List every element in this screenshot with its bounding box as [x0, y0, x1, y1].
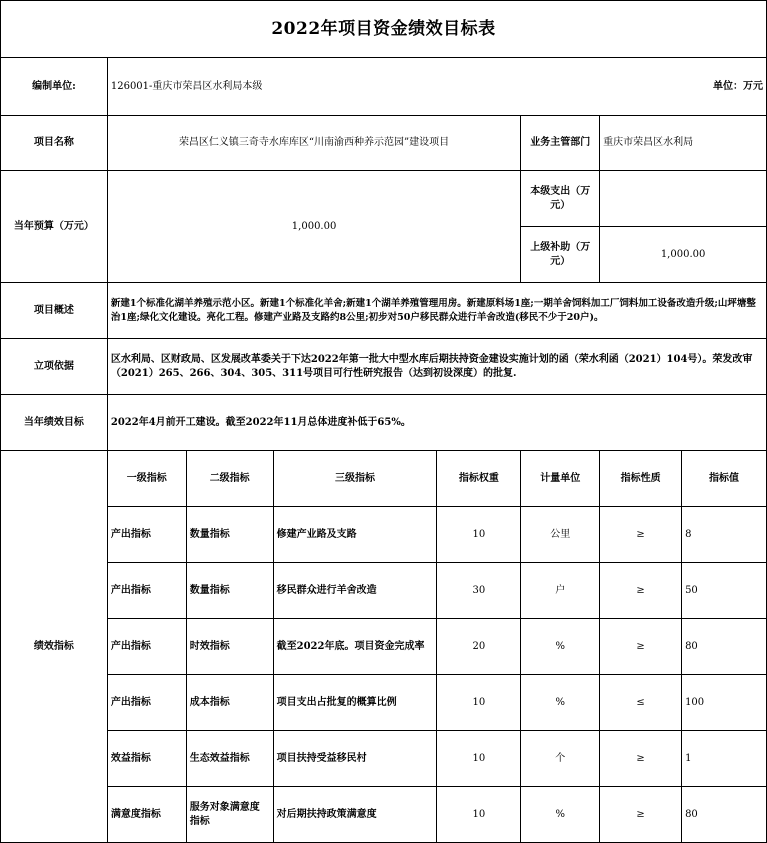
indicator-level3: 对后期扶持政策满意度: [273, 787, 437, 843]
indicator-weight: 20: [437, 619, 521, 675]
header-value: 指标值: [682, 451, 767, 507]
indicator-level3: 截至2022年底。项目资金完成率: [273, 619, 437, 675]
header-level1: 一级指标: [107, 451, 186, 507]
indicator-nature: ≥: [600, 619, 682, 675]
indicator-level2: 时效指标: [186, 619, 273, 675]
indicator-row: [1, 787, 767, 843]
org-value: 126001-重庆市荣昌区水利局本级: [107, 58, 599, 116]
project-name-label: 项目名称: [1, 116, 108, 171]
upper-subsidy-value: 1,000.00: [600, 227, 767, 283]
indicator-level3: 项目支出占批复的概算比例: [273, 675, 437, 731]
upper-subsidy-label: 上级补助（万元）: [521, 227, 600, 283]
indicator-level1: 产出指标: [107, 563, 186, 619]
dept-label: 业务主管部门: [521, 116, 600, 171]
blank-cell: [600, 58, 682, 116]
indicator-nature: ≥: [600, 731, 682, 787]
own-expense-value: [600, 171, 767, 227]
indicator-value: 8: [682, 507, 767, 563]
indicator-level1: 产出指标: [107, 619, 186, 675]
header-weight: 指标权重: [437, 451, 521, 507]
indicators-label: 绩效指标: [1, 451, 108, 843]
basis-label: 立项依据: [1, 339, 108, 395]
sheet-title: 2022年项目资金绩效目标表: [1, 1, 767, 58]
goal-text: 2022年4月前开工建设。截至2022年11月总体进度补低于65%。: [107, 395, 766, 451]
overview-label: 项目概述: [1, 283, 108, 339]
indicator-nature: ≤: [600, 675, 682, 731]
indicator-weight: 10: [437, 731, 521, 787]
indicator-value: 1: [682, 731, 767, 787]
indicator-value: 100: [682, 675, 767, 731]
indicator-weight: 10: [437, 675, 521, 731]
indicator-unit: 户: [521, 563, 600, 619]
indicator-value: 50: [682, 563, 767, 619]
indicator-row: [1, 507, 767, 563]
indicator-weight: 10: [437, 787, 521, 843]
indicator-row: [1, 563, 767, 619]
unit-label: 单位：万元: [682, 58, 767, 116]
budget-label: 当年预算（万元）: [1, 171, 108, 283]
header-nature: 指标性质: [600, 451, 682, 507]
goal-label: 当年绩效目标: [1, 395, 108, 451]
indicator-nature: ≥: [600, 787, 682, 843]
header-unit: 计量单位: [521, 451, 600, 507]
indicator-level1: 效益指标: [107, 731, 186, 787]
indicator-value: 80: [682, 619, 767, 675]
basis-text: 区水利局、区财政局、区发展改革委关于下达2022年第一批大中型水库后期扶持资金建设实施计划的函（荣水利函（2021）104号）。荣发改审（2021）265、266、304、305、311号项目可行性研究报告（达到初设深度）的批复.: [107, 339, 766, 395]
indicator-weight: 30: [437, 563, 521, 619]
indicator-unit: %: [521, 619, 600, 675]
overview-text: 新建1个标准化湖羊养殖示范小区。新建1个标准化羊舍;新建1个湖羊养殖管理用房。新建原料场1座;一期羊舍饲料加工厂饲料加工设备改造升级;山坪塘整治1座;绿化文化建设。亮化工程。修建产业路及支路约8公里;初步对50户移民群众进行羊舍改造(移民不少于20户)。: [107, 283, 766, 339]
project-name-value: 荣昌区仁义镇三奇寺水库库区“川南渝西种养示范园”建设项目: [107, 116, 520, 171]
indicator-level2: 成本指标: [186, 675, 273, 731]
indicator-level3: 项目扶持受益移民村: [273, 731, 437, 787]
indicator-level3: 移民群众进行羊舍改造: [273, 563, 437, 619]
indicator-unit: %: [521, 675, 600, 731]
indicator-nature: ≥: [600, 563, 682, 619]
indicator-unit: 公里: [521, 507, 600, 563]
indicator-row: [1, 619, 767, 675]
indicator-level2: 生态效益指标: [186, 731, 273, 787]
header-level3: 三级指标: [273, 451, 437, 507]
indicator-unit: %: [521, 787, 600, 843]
indicator-level3: 修建产业路及支路: [273, 507, 437, 563]
indicator-nature: ≥: [600, 507, 682, 563]
indicator-level2: 数量指标: [186, 563, 273, 619]
indicator-value: 80: [682, 787, 767, 843]
indicator-level2: 服务对象满意度指标: [186, 787, 273, 843]
budget-total: 1,000.00: [107, 171, 520, 283]
indicator-level1: 产出指标: [107, 675, 186, 731]
indicator-row: [1, 675, 767, 731]
indicator-level2: 数量指标: [186, 507, 273, 563]
indicator-row: [1, 731, 767, 787]
org-label: 编制单位:: [1, 58, 108, 116]
own-expense-label: 本级支出（万元）: [521, 171, 600, 227]
header-level2: 二级指标: [186, 451, 273, 507]
indicator-level1: 满意度指标: [107, 787, 186, 843]
dept-value: 重庆市荣昌区水利局: [600, 116, 767, 171]
indicator-level1: 产出指标: [107, 507, 186, 563]
indicator-unit: 个: [521, 731, 600, 787]
indicator-weight: 10: [437, 507, 521, 563]
